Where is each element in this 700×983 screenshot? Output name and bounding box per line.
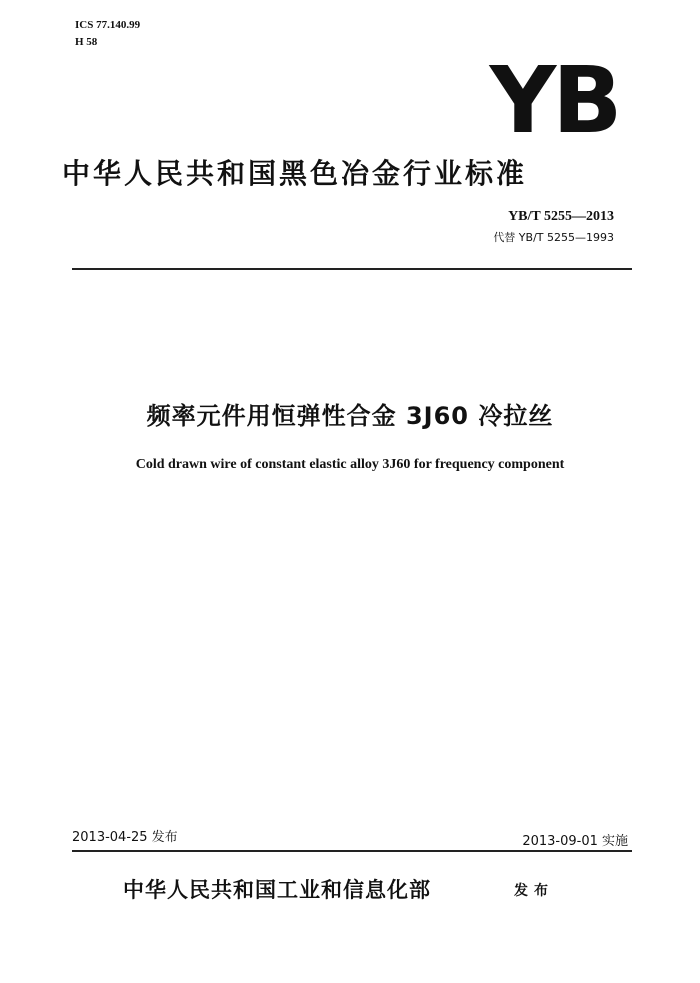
issue-date: 2013-04-25 发布 xyxy=(72,830,178,845)
ics-code: ICS 77.140.99 xyxy=(75,19,141,31)
issuing-authority: 中华人民共和国工业和信息化部 xyxy=(123,878,431,902)
standard-category-title: 中华人民共和国黑色冶金行业标准 xyxy=(62,157,528,190)
issue-label: 发布 xyxy=(514,883,554,899)
standard-number-block xyxy=(493,209,614,245)
standard-number: YB/T 5255—2013 xyxy=(508,209,614,224)
document-title-english: Cold drawn wire of constant elastic alloy 3J60 for frequency component xyxy=(135,457,565,472)
document-title-chinese: 频率元件用恒弹性合金 3J60 冷拉丝 xyxy=(146,402,554,430)
replaces-standard: 代替 YB/T 5255—1993 xyxy=(493,231,614,244)
bottom-divider xyxy=(72,850,632,852)
top-divider xyxy=(72,268,632,270)
yb-logo xyxy=(484,52,624,138)
ccs-code: H 58 xyxy=(75,36,98,48)
yb-logo-text: YB xyxy=(489,52,619,138)
classification-codes xyxy=(75,17,140,51)
implementation-date: 2013-09-01 实施 xyxy=(522,834,628,849)
